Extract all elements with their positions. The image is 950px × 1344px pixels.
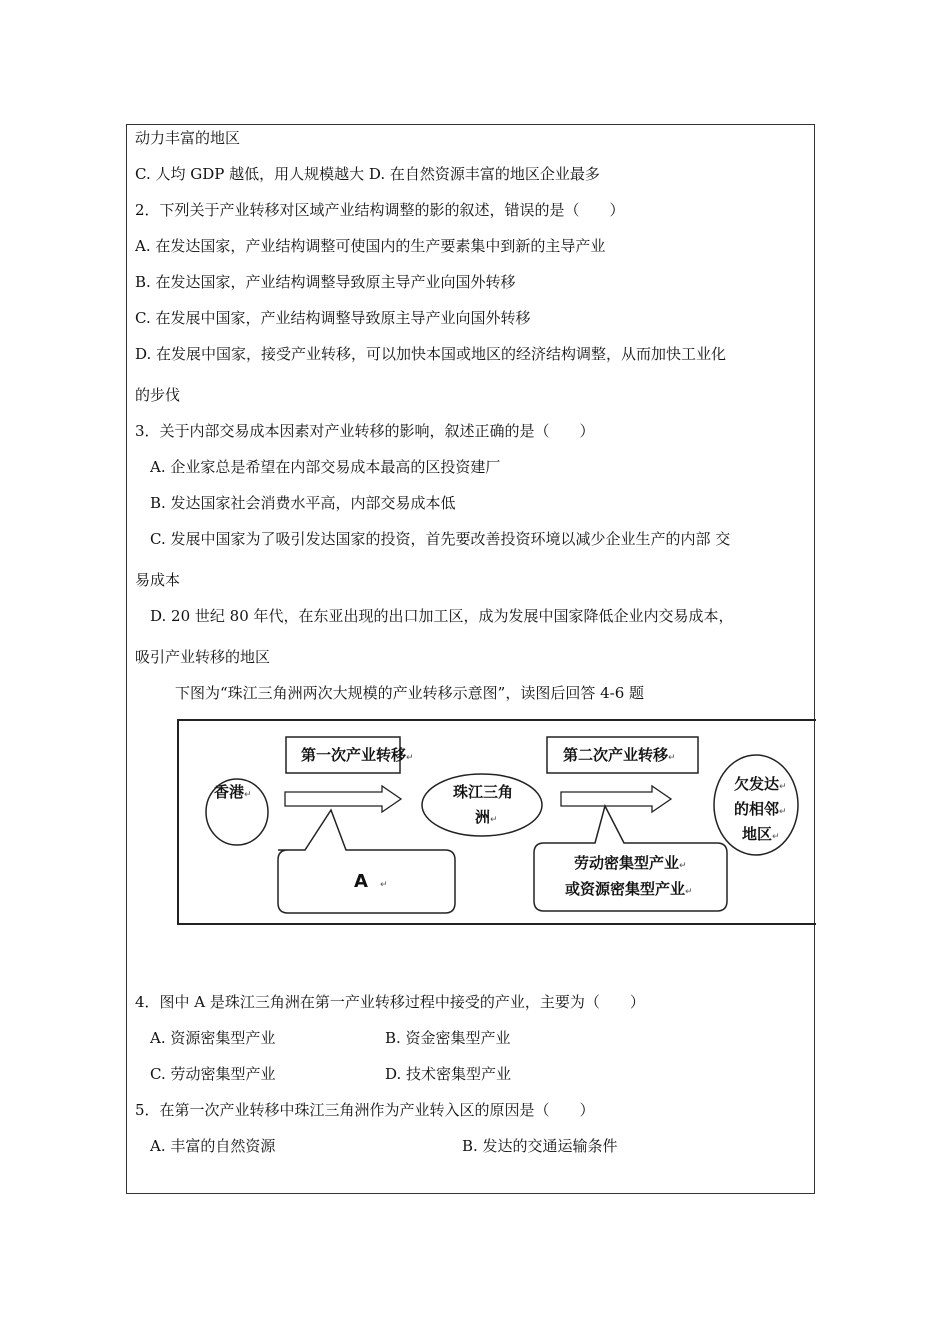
industry-transfer-diagram	[177, 719, 816, 925]
diagram-intro: 下图为“珠江三角洲两次大规模的产业转移示意图”，读图后回答 4-6 题	[175, 684, 645, 702]
prd-label-line1: 珠江三角	[453, 783, 514, 801]
question-4-option-a: A. 资源密集型产业	[150, 1029, 276, 1047]
callout-a	[278, 810, 455, 913]
a-label: A ↵	[354, 871, 388, 892]
question-3: 3．关于内部交易成本因素对产业转移的影响，叙述正确的是（ ）	[135, 422, 595, 440]
transfer1-label: 第一次产业转移↵	[301, 746, 414, 764]
question-2-option-d: D. 在发展中国家，接受产业转移，可以加快本国或地区的经济结构调整，从而加快工业化	[135, 345, 727, 363]
arrow-2	[561, 786, 671, 812]
industry-label-line2: 或资源密集型产业↵	[565, 880, 693, 898]
question-2-option-b: B. 在发达国家，产业结构调整导致原主导产业向国外转移	[135, 273, 516, 291]
hongkong-label: 香港↵	[214, 783, 252, 801]
question-5-option-b: B. 发达的交通运输条件	[462, 1137, 618, 1155]
question-4-option-c: C. 劳动密集型产业	[150, 1065, 276, 1083]
question-5: 5．在第一次产业转移中珠江三角洲作为产业转入区的原因是（ ）	[135, 1101, 595, 1119]
question-3-option-d: D. 20 世纪 80 年代，在东亚出现的出口加工区，成为发展中国家降低企业内交易成本，	[150, 607, 734, 625]
destination-label-line1: 欠发达↵	[734, 775, 787, 793]
destination-label-line2: 的相邻↵	[734, 800, 787, 818]
question-3-option-c: C. 发展中国家为了吸引发达国家的投资，首先要改善投资环境以减少企业生产的内部 交	[150, 530, 731, 548]
question-5-option-a: A. 丰富的自然资源	[150, 1137, 276, 1155]
question-3-option-b: B. 发达国家社会消费水平高，内部交易成本低	[150, 494, 456, 512]
question-4: 4．图中 A 是珠江三角洲在第一产业转移过程中接受的产业，主要为（ ）	[135, 993, 645, 1011]
question-2: 2．下列关于产业转移对区域产业结构调整的影的叙述，错误的是（ ）	[135, 201, 625, 219]
prd-label-line2: 洲↵	[475, 808, 498, 826]
arrow-1	[285, 786, 401, 812]
question-4-option-d: D. 技术密集型产业	[385, 1065, 512, 1083]
question-3-option-c-cont: 易成本	[135, 571, 181, 589]
question-2-option-d-cont: 的步伐	[135, 386, 181, 404]
text-line: 动力丰富的地区	[135, 129, 241, 147]
question-2-option-a: A. 在发达国家，产业结构调整可使国内的生产要素集中到新的主导产业	[135, 237, 606, 255]
transfer2-label: 第二次产业转移↵	[563, 746, 676, 764]
option-line: C. 人均 GDP 越低，用人规模越大 D. 在自然资源丰富的地区企业最多	[135, 165, 600, 183]
question-3-option-d-cont: 吸引产业转移的地区	[135, 648, 271, 666]
industry-label-line1: 劳动密集型产业↵	[574, 854, 687, 872]
question-2-option-c: C. 在发展中国家，产业结构调整导致原主导产业向国外转移	[135, 309, 531, 327]
question-3-option-a: A. 企业家总是希望在内部交易成本最高的区投资建厂	[150, 458, 501, 476]
destination-label-line3: 地区↵	[742, 825, 780, 843]
question-4-option-b: B. 资金密集型产业	[385, 1029, 511, 1047]
